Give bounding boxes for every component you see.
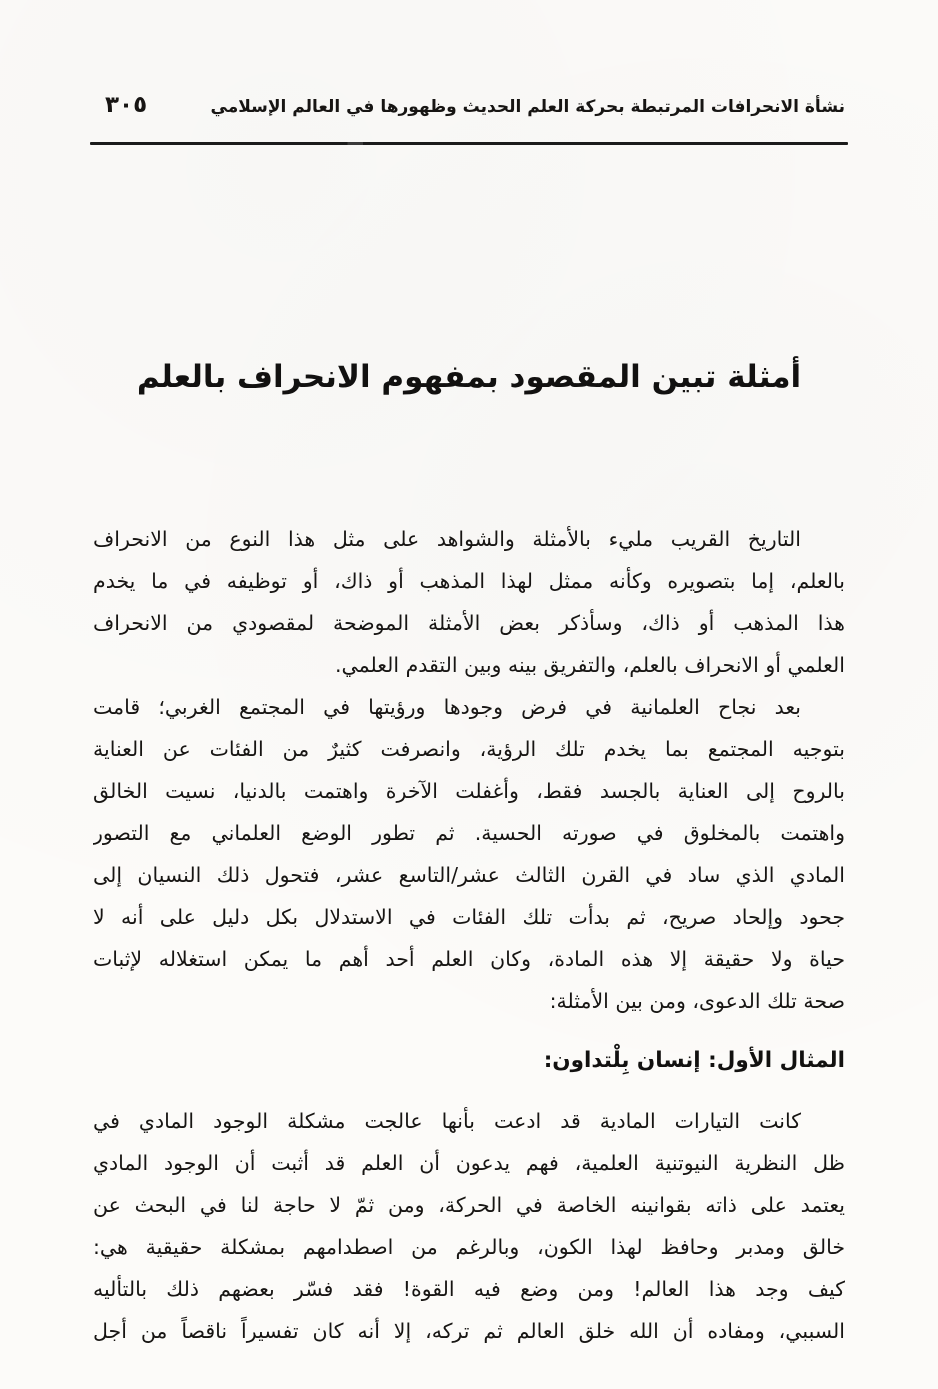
text-line: التاريخ القريب مليء بالأمثلة والشواهد على مثل هذا النوع من الانحراف: [93, 527, 801, 551]
paragraph-1: [93, 518, 845, 686]
page-header: [93, 94, 845, 117]
text-line: صحة تلك الدعوى، ومن بين الأمثلة:: [549, 989, 845, 1013]
text-line: كانت التيارات المادية قد ادعت بأنها عالجت مشكلة الوجود المادي في: [93, 1108, 801, 1133]
page-number: ٣٠٥: [105, 92, 148, 118]
text-line: العلمي أو الانحراف بالعلم، والتفريق بينه وبين التقدم العلمي.: [335, 653, 845, 677]
text-line: واهتمت بالمخلوق في صورته الحسية. ثم تطور الوضع العلماني مع التصور: [93, 821, 845, 845]
text-line: بالعلم، إما بتصويره وكأنه ممثل لهذا المذهب أو ذاك، أو توظيفه في ما يخدم: [93, 569, 845, 593]
text-line: بتوجيه المجتمع بما يخدم تلك الرؤية، وانصرفت كثيرٌ من الفئات عن العناية: [93, 737, 845, 761]
text-line: خالق ومدبر وحافظ لهذا الكون، وبالرغم من اصطدامهم بمشكلة حقيقية هي:: [93, 1234, 845, 1259]
paragraph-2: [93, 686, 845, 1022]
paragraph-3: [93, 1100, 845, 1352]
running-header-title: نشأة الانحرافات المرتبطة بحركة العلم الحديث وظهورها في العالم الإسلامي: [210, 97, 845, 117]
body-text: [93, 518, 845, 1352]
text-line: بالروح إلى العناية بالجسد فقط، وأغفلت الآخرة واهتمت بالدنيا، نسيت الخالق: [93, 779, 845, 803]
text-line: هذا المذهب أو ذاك، وسأذكر بعض الأمثلة الموضحة لمقصودي من الانحراف: [93, 611, 845, 635]
text-line: يعتمد على ذاته بقوانينه الخاصة في الحركة، ومن ثمّ لا حاجة لنا في البحث عن: [93, 1192, 845, 1217]
text-line: المادي الذي ساد في القرن الثالث عشر/التاسع عشر، فتحول ذلك النسيان إلى: [93, 863, 845, 887]
text-line: حياة ولا حقيقة إلا هذه المادة، وكان العلم أحد أهم ما يمكن استغلاله لإثبات: [93, 947, 845, 971]
example-1-subheading: المثال الأول: إنسان بِلْتداون:: [543, 1047, 845, 1073]
text-line: ظل النظرية النيوتنية العلمية، فهم يدعون أن العلم قد أثبت أن الوجود المادي: [93, 1150, 845, 1175]
text-line: بعد نجاح العلمانية في فرض وجودها ورؤيتها في المجتمع الغربي؛ قامت: [93, 695, 801, 719]
text-line: جحود وإلحاد صريح، ثم بدأت تلك الفئات في الاستدلال بكل دليل على أنه لا: [93, 905, 845, 929]
text-line: كيف وجد هذا العالم! ومن وضع فيه القوة! فقد فسّر بعضهم ذلك بالتأليه: [93, 1276, 845, 1301]
chapter-title: أمثلة تبين المقصود بمفهوم الانحراف بالعلم: [136, 359, 802, 395]
header-divider-rule: [90, 142, 848, 145]
text-line: السببي، ومفاده أن الله خلق العالم ثم تركه، إلا أنه كان تفسيراً ناقصاً من أجل: [93, 1318, 845, 1343]
